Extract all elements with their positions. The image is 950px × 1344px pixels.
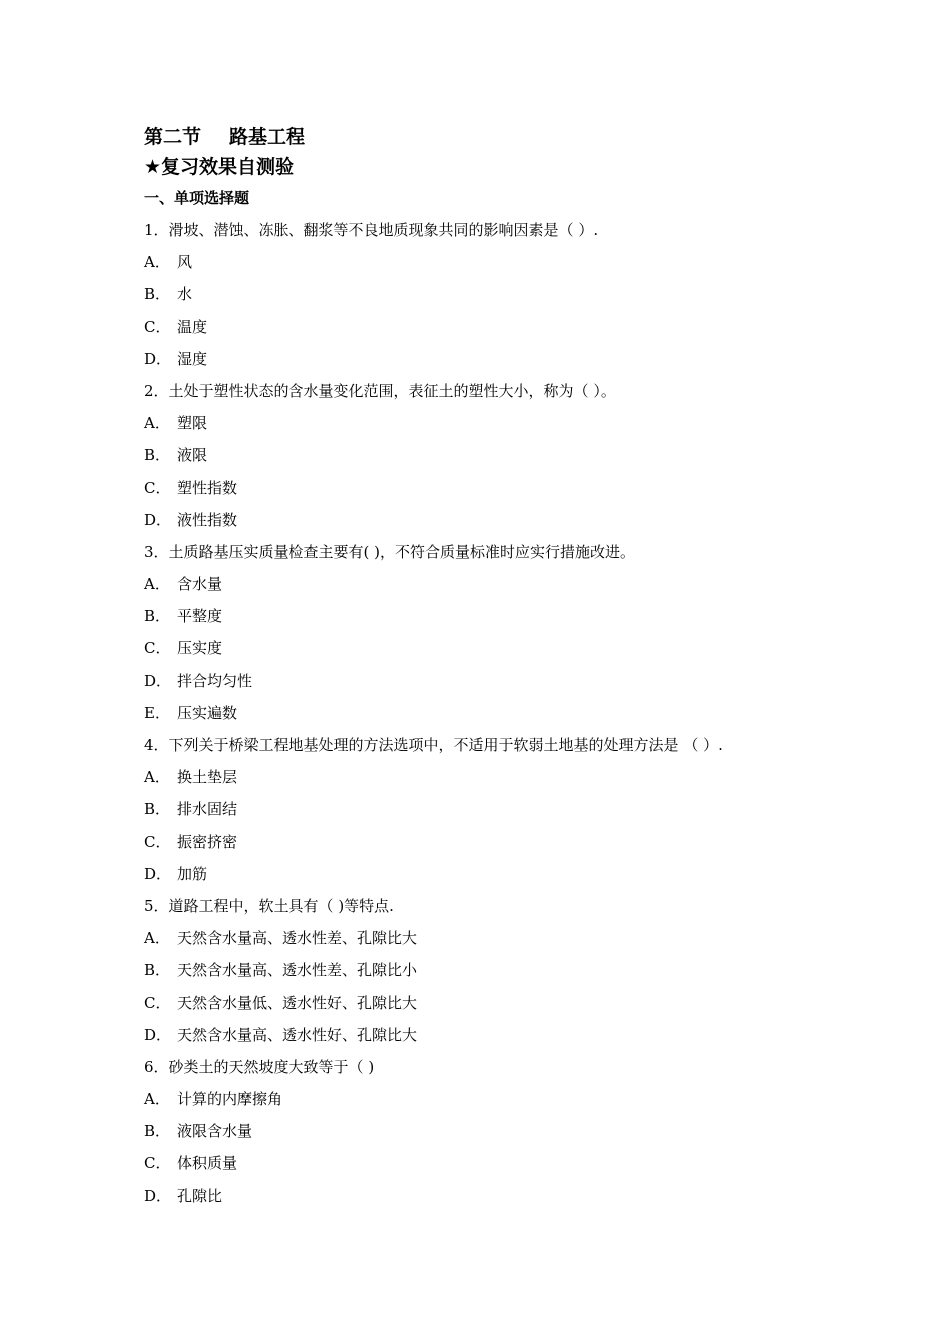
- option-text: 压实度: [177, 639, 223, 658]
- answer-option: [144, 1180, 844, 1212]
- part-heading: 一、单项选择题: [144, 189, 250, 207]
- question-stem: 1．滑坡、潜蚀、冻胀、翻浆等不良地质现象共同的影响因素是（ ）.: [144, 221, 599, 239]
- option-letter: D．: [144, 349, 172, 368]
- answer-option: [144, 1147, 844, 1179]
- option-text: 天然含水量高、透水性差、孔隙比小: [177, 961, 418, 980]
- option-letter: B．: [144, 607, 171, 626]
- answer-option: [144, 761, 844, 793]
- section-number: 第二节: [144, 126, 202, 148]
- option-text: 塑限: [177, 414, 208, 433]
- question-stem: 3．土质路基压实质量检查主要有( )，不符合质量标准时应实行措施改进。: [144, 542, 636, 561]
- answer-option: [144, 1019, 844, 1051]
- option-text: 平整度: [177, 607, 223, 626]
- question-stem: 2．土处于塑性状态的含水量变化范围，表征土的塑性大小，称为（ ）。: [144, 381, 616, 400]
- option-letter: C．: [144, 478, 171, 497]
- answer-option: [144, 793, 844, 825]
- option-text: 液限: [177, 446, 208, 465]
- question-1: [144, 214, 844, 375]
- option-text: 液限含水量: [177, 1122, 253, 1141]
- answer-option: [144, 922, 844, 954]
- question-stem: 4．下列关于桥梁工程地基处理的方法选项中，不适用于软弱土地基的处理方法是 （ ）.: [144, 736, 723, 754]
- answer-option: [144, 439, 844, 471]
- answer-option: [144, 278, 844, 310]
- option-text: 孔隙比: [177, 1186, 223, 1205]
- answer-option: [144, 954, 844, 986]
- section-name: 路基工程: [229, 126, 306, 148]
- option-text: 含水量: [177, 575, 223, 594]
- answer-option: [144, 311, 844, 343]
- option-text: 塑性指数: [177, 478, 238, 497]
- answer-option: [144, 343, 844, 375]
- answer-option: [144, 568, 844, 600]
- answer-option: [144, 246, 844, 278]
- option-letter: B．: [144, 446, 171, 465]
- answer-option: [144, 472, 844, 504]
- question-2: [144, 375, 844, 536]
- option-text: 天然含水量高、透水性好、孔隙比大: [177, 1025, 418, 1044]
- question-5: [144, 890, 844, 1051]
- option-letter: A．: [144, 768, 170, 787]
- option-letter: E．: [144, 703, 170, 722]
- option-letter: D．: [144, 864, 172, 883]
- question-stem: 6．砂类土的天然坡度大致等于（ ): [144, 1057, 375, 1076]
- option-text: 天然含水量低、透水性好、孔隙比大: [177, 993, 418, 1012]
- question-list: [144, 214, 844, 1212]
- option-letter: B．: [144, 1122, 171, 1141]
- option-text: 加筋: [177, 864, 208, 883]
- option-letter: D．: [144, 671, 172, 690]
- option-text: 湿度: [177, 349, 208, 368]
- option-letter: A．: [144, 1090, 170, 1109]
- option-text: 风: [177, 253, 193, 272]
- answer-option: [144, 858, 844, 890]
- answer-option: [144, 987, 844, 1019]
- answer-option: [144, 600, 844, 632]
- option-text: 液性指数: [177, 510, 238, 529]
- option-letter: C．: [144, 1154, 171, 1173]
- answer-option: [144, 504, 844, 536]
- answer-option: [144, 697, 844, 729]
- option-letter: C．: [144, 639, 171, 658]
- option-letter: C．: [144, 317, 171, 336]
- option-text: 天然含水量高、透水性差、孔隙比大: [177, 929, 418, 948]
- option-letter: B．: [144, 285, 171, 304]
- answer-option: [144, 632, 844, 664]
- question-6: [144, 1051, 844, 1212]
- option-text: 计算的内摩擦角: [177, 1090, 283, 1109]
- question-stem: 5．道路工程中，软土具有（ )等特点.: [144, 896, 394, 915]
- option-letter: A．: [144, 414, 170, 433]
- answer-option: [144, 1115, 844, 1147]
- option-letter: B．: [144, 800, 171, 819]
- option-text: 拌合均匀性: [177, 671, 253, 690]
- option-text: 体积质量: [177, 1154, 238, 1173]
- document-page: [144, 122, 844, 1212]
- answer-option: [144, 407, 844, 439]
- question-3: [144, 536, 844, 729]
- option-text: 水: [177, 285, 193, 304]
- answer-option: [144, 1083, 844, 1115]
- option-text: 换土垫层: [177, 768, 238, 787]
- option-letter: A．: [144, 929, 170, 948]
- question-4: [144, 729, 844, 890]
- option-letter: A．: [144, 253, 170, 272]
- option-letter: C．: [144, 832, 171, 851]
- option-text: 温度: [177, 317, 208, 336]
- option-letter: D．: [144, 510, 172, 529]
- option-letter: D．: [144, 1186, 172, 1205]
- answer-option: [144, 826, 844, 858]
- option-text: 振密挤密: [177, 832, 238, 851]
- option-letter: C．: [144, 993, 171, 1012]
- option-letter: D．: [144, 1025, 172, 1044]
- option-letter: B．: [144, 961, 171, 980]
- self-test-subtitle: ★复习效果自测验: [144, 156, 295, 178]
- option-text: 排水固结: [177, 800, 238, 819]
- section-title: [144, 122, 844, 152]
- option-letter: A．: [144, 575, 170, 594]
- answer-option: [144, 665, 844, 697]
- option-text: 压实遍数: [177, 703, 238, 722]
